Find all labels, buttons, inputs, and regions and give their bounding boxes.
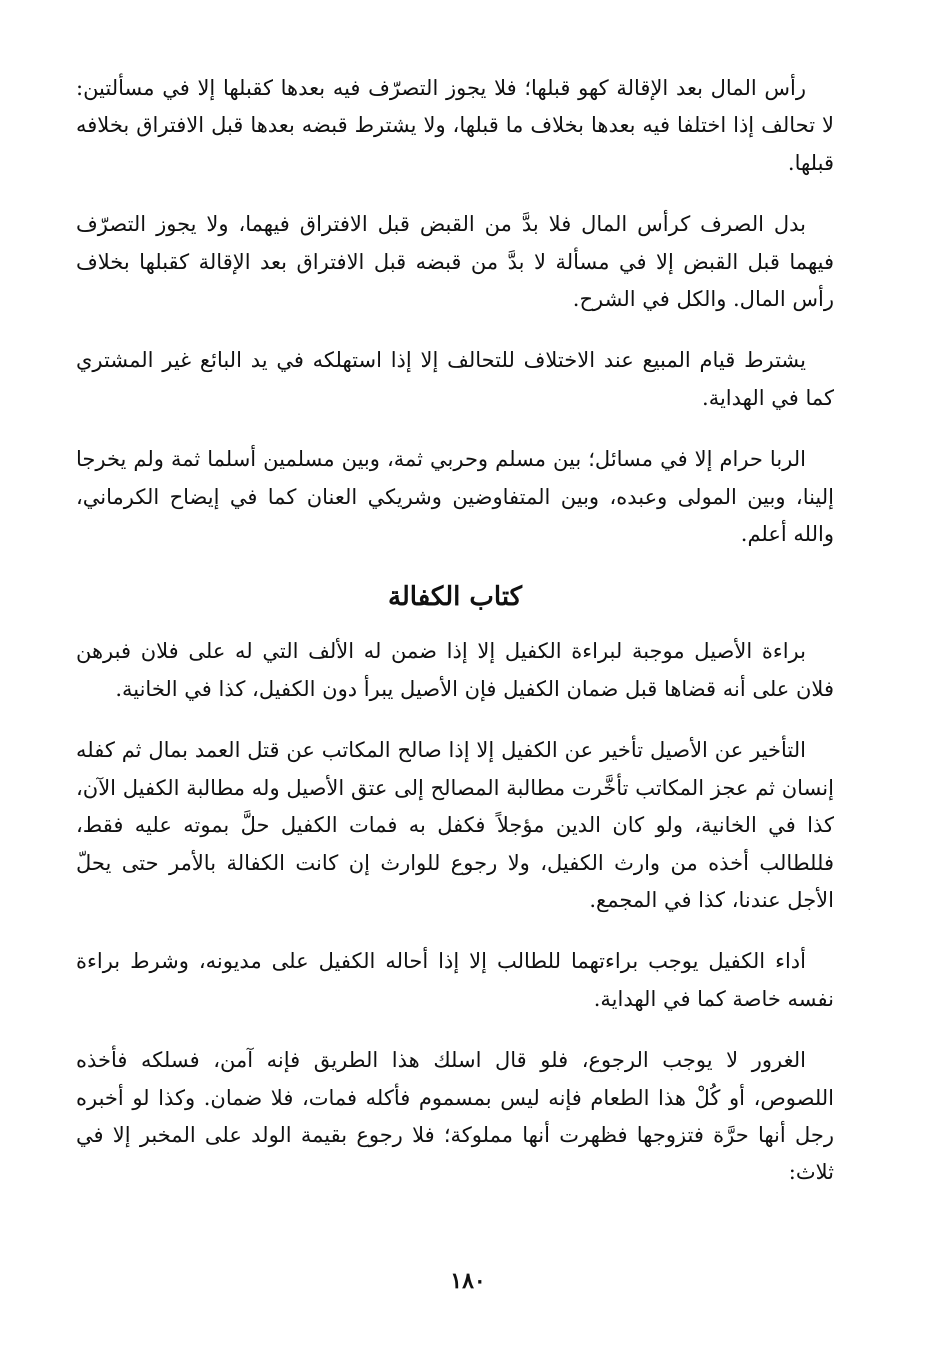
page-body — [76, 70, 834, 1216]
paragraph-deception: الغرور لا يوجب الرجوع، فلو قال اسلك هذا الطريق فإنه آمن، فسلكه فأخذه اللصوص، أو كُلْ هذا الطعام فإنه ليس بمسموم فأكله فمات، فلا ضمان. وكذا لو أخبره رجل أنها حرَّة فتزوجها فظهرت أنها مملوكة؛ فلا رجوع بقيمة الولد على المخبر إلا في ثلاث: — [76, 1048, 834, 1185]
section-title: كتاب الكفالة — [387, 582, 523, 613]
paragraph-usury: الربا حرام إلا في مسائل؛ بين مسلم وحربي ثمة، وبين مسلمين أسلما ثمة ولم يخرجا إلينا، وبين المولى وعبده، وبين المتفاوضين وشريكي العنان كما في إيضاح الكرماني، والله أعلم. — [76, 447, 834, 547]
page-number: ١٨٠ — [450, 1268, 486, 1294]
paragraph-deferral: التأخير عن الأصيل تأخير عن الكفيل إلا إذا صالح المكاتب عن قتل العمد بمال ثم كفله إنسان ثم عجز المكاتب تأخَّرت مطالبة المصالح إلى عتق الأصيل وله مطالبة الكفيل الآن، كذا في الخانية، ولو كان الدين مؤجلاً فكفل به فمات الكفيل حلَّ بموته عليه فقط، فللطالب أخذه من وارث الكفيل، ولا رجوع للوارث إن كانت الكفالة بالأمر حتى يحلّ الأجل عندنا، كذا في المجمع. — [76, 738, 834, 912]
paragraph-exchange-price: بدل الصرف كرأس المال فلا بدَّ من القبض قبل الافتراق فيهما، ولا يجوز التصرّف فيهما قبل القبض إلا في مسألة لا بدَّ من قبضه قبل الافتراق بعد الإقالة كقبلها بخلاف رأس المال. والكل في الشرح. — [76, 212, 834, 312]
paragraph-principal-release: براءة الأصيل موجبة لبراءة الكفيل إلا إذا ضمن له الألف التي له على فلان فبرهن فلان على أنه قضاها قبل ضمان الكفيل فإن الأصيل يبرأ دون الكفيل، كذا في الخانية. — [76, 639, 834, 701]
paragraph-guarantor-payment: أداء الكفيل يوجب براءتهما للطالب إلا إذا أحاله الكفيل على مديونه، وشرط براءة نفسه خاصة كما في الهداية. — [76, 949, 834, 1011]
paragraph-sold-item-condition: يشترط قيام المبيع عند الاختلاف للتحالف إلا إذا استهلكه في يد البائع غير المشتري كما في الهداية. — [76, 348, 834, 410]
paragraph-capital-after-cancellation: رأس المال بعد الإقالة كهو قبلها؛ فلا يجوز التصرّف فيه بعدها كقبلها إلا في مسألتين: لا تحالف إذا اختلفا فيه بعدها بخلاف ما قبلها، ولا يشترط قبضه بعدها قبل الافتراق بخلافه قبلها. — [76, 76, 834, 175]
